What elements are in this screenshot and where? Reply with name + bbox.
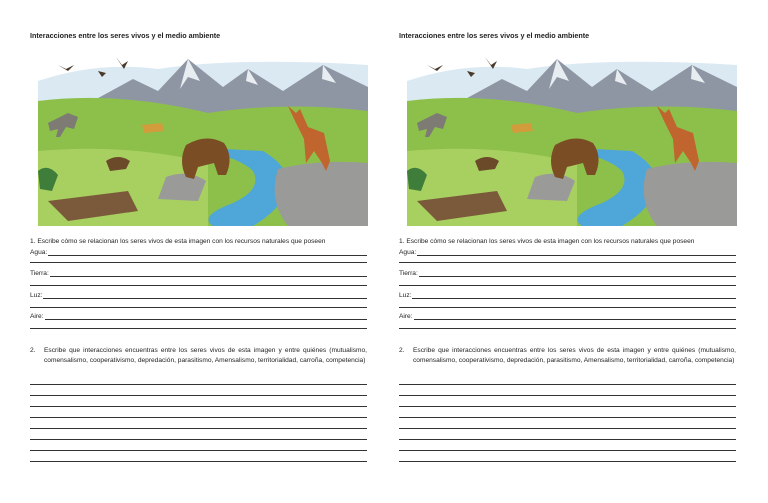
question-1: 1. Escribe cómo se relacionan los seres vivos de esta imagen con los recursos naturales que poseen (30, 238, 326, 245)
answer-line[interactable] (399, 307, 736, 308)
worksheet-title: Interacciones entre los seres vivos y el medio ambiente (30, 31, 221, 40)
answer-line[interactable] (30, 406, 367, 407)
ecosystem-illustration (38, 51, 368, 226)
answer-line[interactable] (399, 395, 736, 396)
answer-line[interactable] (30, 384, 367, 385)
air-label: Aire: (30, 313, 44, 320)
answer-line[interactable] (399, 439, 736, 440)
answer-line[interactable] (399, 428, 736, 429)
air-answer-line[interactable] (399, 311, 736, 321)
question-2-text: Escribe que interacciones encuentras entre los seres vivos de esta imagen y entre quiénes (mutualismo, comensalismo, cooperativismo, depredación, parasitismo, Amensalismo, territorialidad, carroña, competencia) (44, 347, 367, 364)
question-2-text: Escribe que interacciones encuentras entre los seres vivos de esta imagen y entre quiénes (mutualismo, comensalismo, cooperativismo, depredación, parasitismo, Amensalismo, territorialidad, carroña, competencia) (413, 347, 736, 364)
worksheet-title: Interacciones entre los seres vivos y el medio ambiente (399, 31, 590, 40)
light-label: Luz: (399, 292, 412, 299)
question-2-number: 2. (30, 347, 36, 354)
answer-line[interactable] (30, 428, 367, 429)
land-answer-line[interactable] (30, 268, 367, 278)
answer-line[interactable] (30, 439, 367, 440)
answer-line[interactable] (399, 406, 736, 407)
answer-line[interactable] (30, 417, 367, 418)
light-answer-line[interactable] (30, 290, 367, 300)
answer-line[interactable] (30, 395, 367, 396)
air-label: Aire: (399, 313, 413, 320)
land-answer-line[interactable] (399, 268, 736, 278)
ecosystem-illustration (407, 51, 737, 226)
water-label: Agua: (30, 249, 48, 256)
water-label: Agua: (399, 249, 417, 256)
land-label: Tierra: (30, 270, 49, 277)
air-answer-line[interactable] (30, 311, 367, 321)
answer-line[interactable] (399, 328, 736, 329)
answer-line[interactable] (30, 328, 367, 329)
light-answer-line[interactable] (399, 290, 736, 300)
answer-line[interactable] (30, 262, 367, 263)
water-answer-line[interactable] (399, 247, 736, 257)
question-2-number: 2. (399, 347, 405, 354)
question-2 (30, 346, 367, 366)
answer-line[interactable] (399, 285, 736, 286)
light-label: Luz: (30, 292, 43, 299)
question-2 (399, 346, 736, 366)
answer-line[interactable] (30, 285, 367, 286)
answer-line[interactable] (399, 384, 736, 385)
answer-line[interactable] (399, 262, 736, 263)
answer-line[interactable] (399, 450, 736, 451)
question-1: 1. Escribe cómo se relacionan los seres vivos de esta imagen con los recursos naturales que poseen (399, 238, 695, 245)
water-answer-line[interactable] (30, 247, 367, 257)
answer-line[interactable] (30, 450, 367, 451)
answer-line[interactable] (30, 307, 367, 308)
answer-line[interactable] (399, 417, 736, 418)
answer-line[interactable] (399, 461, 736, 462)
answer-line[interactable] (30, 461, 367, 462)
land-label: Tierra: (399, 270, 418, 277)
